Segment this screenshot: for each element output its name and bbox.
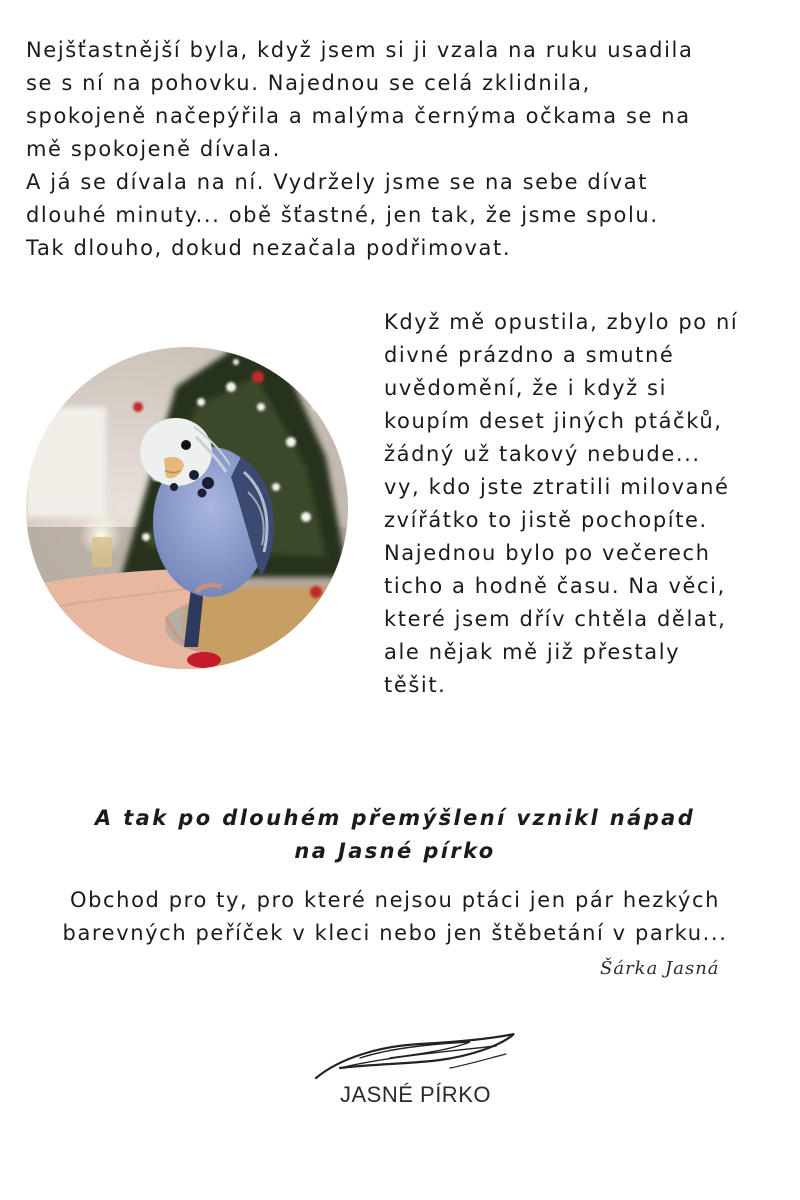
headline [0,802,790,868]
intro-line: Tak dlouho, dokud nezačala podřimovat. [26,236,512,260]
intro-line: Nejšťastnější byla, když jsem si ji vzala na ruku usadila [26,38,694,62]
brand-name: JASNÉ PÍRKO [340,1082,491,1107]
budgie-photo [26,347,348,669]
side-line: divné prázdno a smutné [384,343,675,367]
intro-line: dlouhé minuty... obě šťastné, jen tak, že jsme spolu. [26,203,659,227]
brand-logo [300,1028,530,1118]
feather-swoosh-icon [300,1028,530,1084]
side-line: uvědomění, že i když si [384,376,668,400]
side-paragraph [384,306,794,702]
intro-line: mě spokojeně dívala. [26,137,281,161]
intro-paragraph [26,34,786,265]
headline-line: na Jasné pírko [294,839,496,863]
side-line: Když mě opustila, zbylo po ní [384,310,739,334]
side-line: ale nějak mě již přestaly [384,640,681,664]
headline-line: A tak po dlouhém přemýšlení vznikl nápad [94,806,696,830]
intro-line: A já se dívala na ní. Vydržely jsme se na sebe dívat [26,170,649,194]
intro-line: spokojeně načepýřila a malýma černýma očkama se na [26,104,691,128]
author-signature: Šárka Jasná [600,958,720,979]
side-line: vy, kdo jste ztratili milované [384,475,730,499]
budgie-photo-illustration [26,347,348,669]
side-line: koupím deset jiných ptáčků, [384,409,723,433]
closing-line: barevných peříček v kleci nebo jen štěbetání v parku... [62,921,728,945]
closing-paragraph [0,884,790,950]
side-line: Najednou bylo po večerech [384,541,711,565]
side-line: ticho a hodně času. Na věci, [384,574,726,598]
side-line: těšit. [384,673,447,697]
intro-line: se s ní na pohovku. Najednou se celá zklidnila, [26,71,591,95]
side-line: které jsem dřív chtěla dělat, [384,607,727,631]
closing-line: Obchod pro ty, pro které nejsou ptáci jen pár hezkých [69,888,721,912]
side-line: žádný už takový nebude... [384,442,701,466]
side-line: zvířátko to jistě pochopíte. [384,508,708,532]
